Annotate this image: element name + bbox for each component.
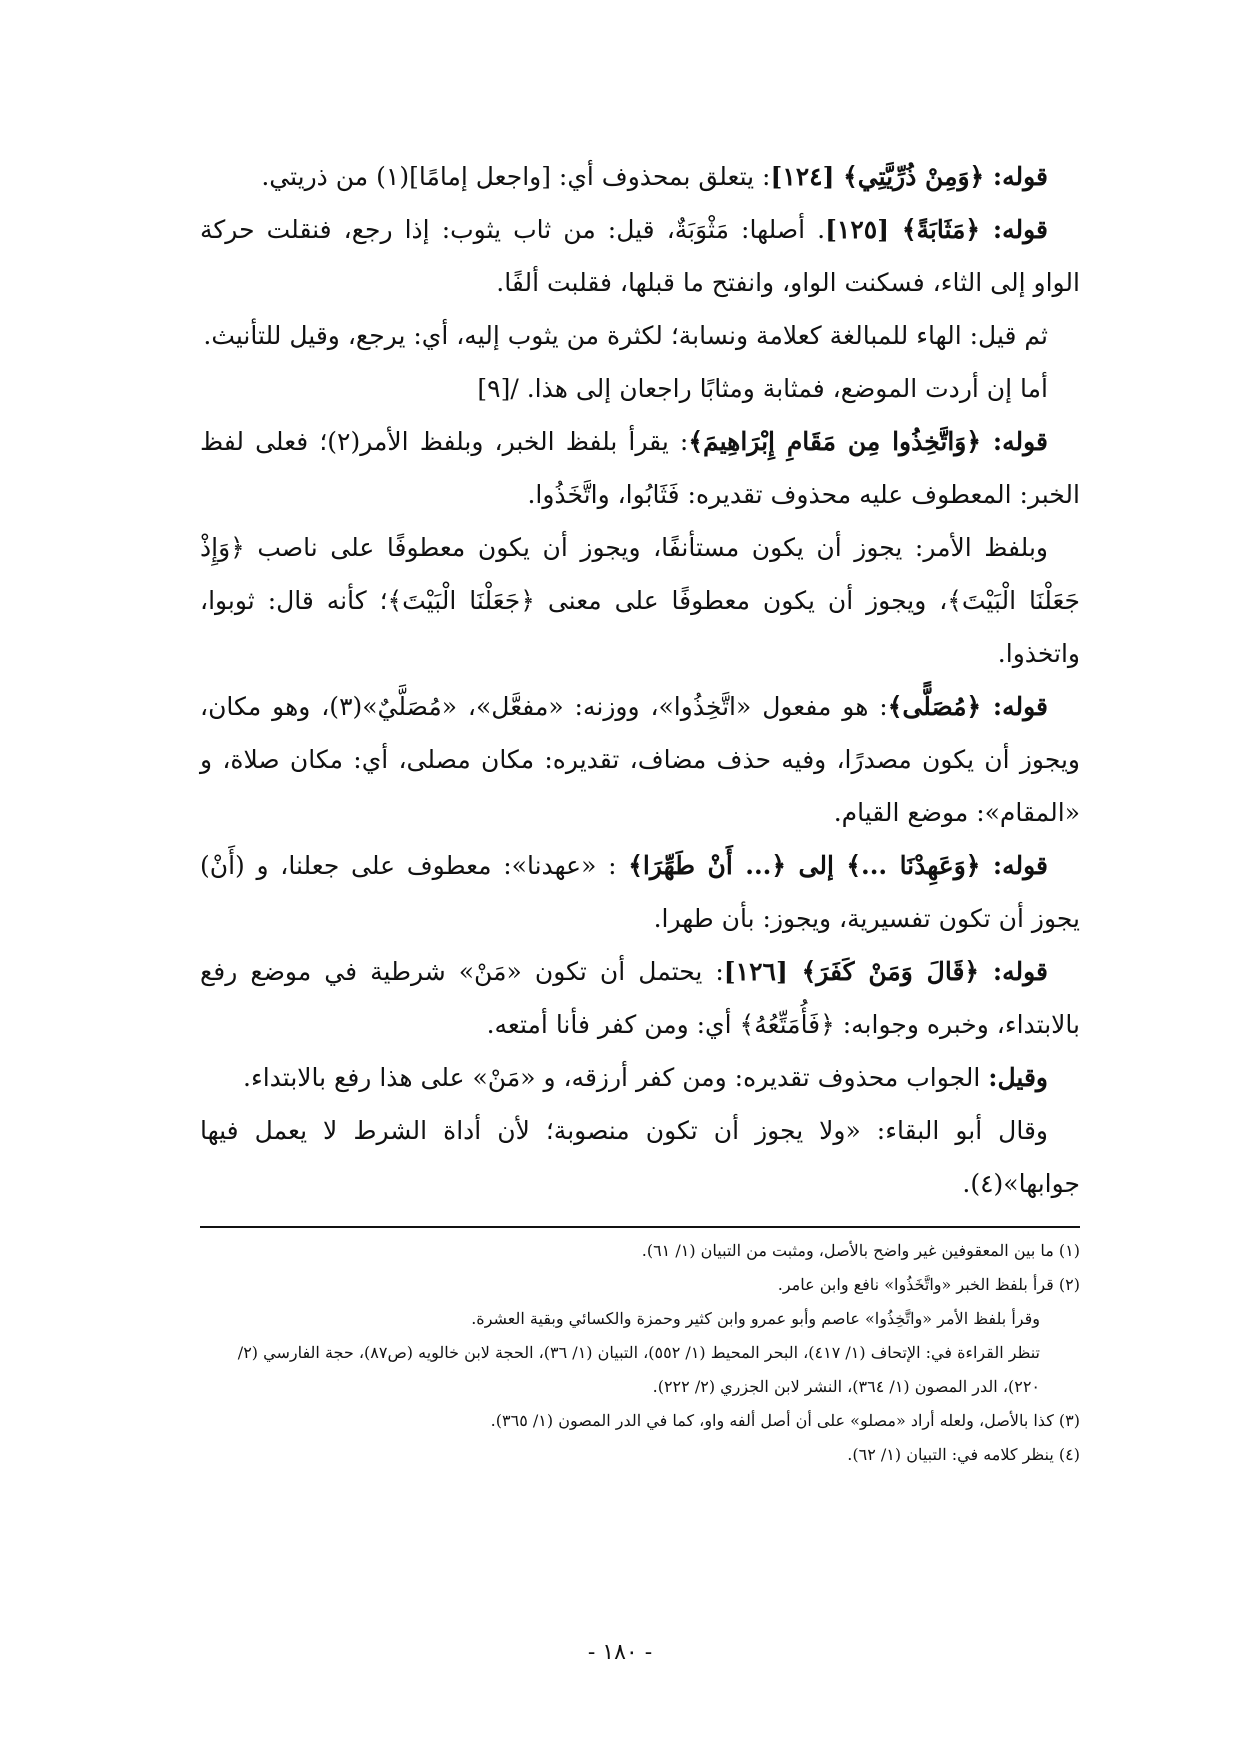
paragraph-label: وقيل: (988, 1063, 1048, 1092)
paragraph-text: : يقرأ بلفظ الخبر، وبلفظ الأمر(٢)؛ فعلى لفظ الخبر: المعطوف عليه محذوف تقديره: فَثَابُوا، واتَّخَذُوا. (200, 427, 1080, 509)
footnotes (200, 1234, 1080, 1472)
paragraph-text: . أصلها: مَثْوَبَةٌ، قيل: من ثاب يثوب: إذا رجع، فنقلت حركة الواو إلى الثاء، فسكنت الواو، وانفتح ما قبلها، فقلبت ألفًا. (200, 215, 1080, 297)
page-content (200, 150, 1080, 1472)
paragraph-label: قوله: ﴿مَثَابَةً﴾ [١٢٥] (825, 215, 1048, 244)
paragraph-3 (200, 309, 1080, 362)
paragraph-text: : يحتمل أن تكون «مَنْ» شرطية في موضع رفع بالابتداء، وخبره وجوابه: ﴿فَأُمَتِّعُهُ﴾ أي: ومن كفر فأنا أمتعه. (200, 957, 1080, 1039)
paragraph-2 (200, 203, 1080, 309)
footnote-divider (200, 1226, 1080, 1228)
footnote-3: (٣) كذا بالأصل، ولعله أراد «مصلو» على أن أصل ألفه واو، كما في الدر المصون (١/ ٣٦٥). (490, 1411, 1080, 1430)
paragraph-label: قوله: ﴿قَالَ وَمَنْ كَفَرَ﴾ [١٢٦] (723, 957, 1048, 986)
paragraph-label: قوله: ﴿وَاتَّخِذُوا مِن مَقَامِ إِبْرَاهِيمَ﴾ (688, 427, 1048, 456)
footnote-1: (١) ما بين المعقوفين غير واضح بالأصل، ومثبت من التبيان (١/ ٦١). (641, 1241, 1080, 1260)
paragraph-11 (200, 1104, 1080, 1210)
paragraph-text: وقال أبو البقاء: «ولا يجوز أن تكون منصوبة؛ لأن أداة الشرط لا يعمل فيها جوابها»(٤). (200, 1116, 1080, 1198)
paragraph-text: : هو مفعول «اتَّخِذُوا»، ووزنه: «مفعَّل»، «مُصَلَّيٌ»(٣)، وهو مكان، ويجوز أن يكون مصدرًا، وفيه حذف مضاف، تقديره: مكان مصلى، أي: مكان صلاة، و «المقام»: موضع القيام. (200, 692, 1080, 827)
paragraph-7 (200, 680, 1080, 839)
paragraph-label: قوله: ﴿مُصَلًّى﴾ (887, 692, 1048, 721)
paragraph-9 (200, 945, 1080, 1051)
paragraph-8 (200, 839, 1080, 945)
paragraph-text: الجواب محذوف تقديره: ومن كفر أرزقه، و «مَنْ» على هذا رفع بالابتداء. (243, 1063, 989, 1092)
footnote-2-continuation: وقرأ بلفظ الأمر «واتَّخِذُوا» عاصم وأبو عمرو وابن كثير وحمزة والكسائي وبقية العشرة. (471, 1309, 1040, 1328)
paragraph-text: : «عهدنا»: معطوف على جعلنا، و (أَنْ) يجوز أن تكون تفسيرية، ويجوز: بأن طهرا. (200, 851, 1080, 933)
paragraph-text: أما إن أردت الموضع، فمثابة ومثابًا راجعان إلى هذا. /[٩] (477, 374, 1048, 403)
paragraph-10 (200, 1051, 1080, 1104)
paragraph-label: قوله: ﴿وَمِنْ ذُرِّيَّتِي﴾ [١٢٤] (770, 162, 1048, 191)
paragraph-4 (200, 362, 1080, 415)
paragraph-text: : يتعلق بمحذوف أي: [واجعل إمامًا](١) من ذريتي. (261, 162, 771, 191)
page-number: - ١٨٠ - (587, 1640, 653, 1665)
paragraph-1 (200, 150, 1080, 203)
paragraph-label: قوله: ﴿وَعَهِدْنَا ...﴾ إلى ﴿... أَنْ طَهِّرَا﴾ (628, 851, 1048, 880)
paragraph-text: ثم قيل: الهاء للمبالغة كعلامة ونسابة؛ لكثرة من يثوب إليه، أي: يرجع، وقيل للتأنيث. (203, 321, 1048, 350)
paragraph-text: وبلفظ الأمر: يجوز أن يكون مستأنفًا، ويجوز أن يكون معطوفًا على ناصب ﴿وَإِذْ جَعَلْنَا الْبَيْتَ﴾، ويجوز أن يكون معطوفًا على معنى ﴿جَعَلْنَا الْبَيْتَ﴾؛ كأنه قال: ثوبوا، واتخذوا. (200, 533, 1080, 668)
footnote-2-sources: تنظر القراءة في: الإتحاف (١/ ٤١٧)، البحر المحيط (١/ ٥٥٢)، التبيان (١/ ٣٦)، الحجة لابن خالويه (ص٨٧)، حجة الفارسي (٢/ ٢٢٠)، الدر المصون (١/ ٣٦٤)، النشر لابن الجزري (٢/ ٢٢٢). (237, 1343, 1040, 1396)
footnote-2: (٢) قرأ بلفظ الخبر «واتَّخَذُوا» نافع وابن عامر. (777, 1275, 1080, 1294)
main-text (200, 150, 1080, 1210)
footnote-4: (٤) ينظر كلامه في: التبيان (١/ ٦٢). (847, 1445, 1080, 1464)
paragraph-6 (200, 521, 1080, 680)
paragraph-5 (200, 415, 1080, 521)
